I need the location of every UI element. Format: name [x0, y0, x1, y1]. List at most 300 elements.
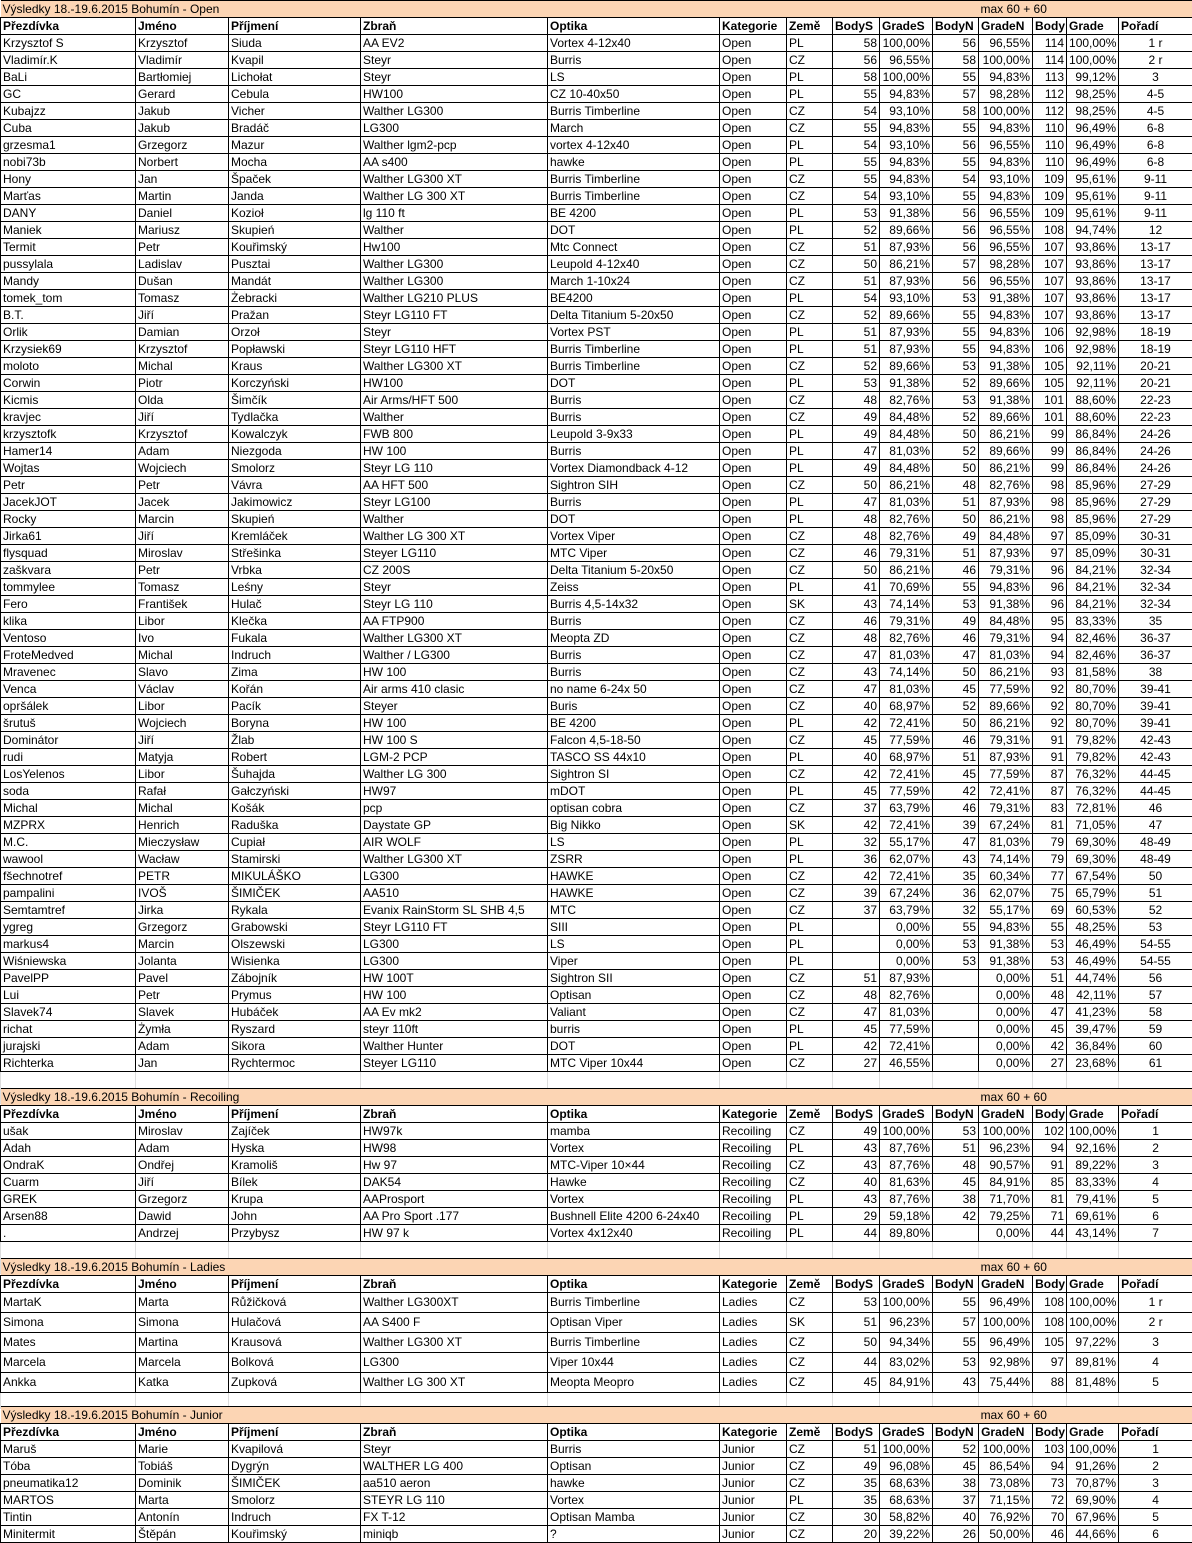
- table-cell: 30: [833, 1509, 880, 1526]
- table-cell: 94,83%: [880, 154, 933, 171]
- table-cell: LG300: [361, 953, 548, 970]
- table-cell: Steyr: [361, 324, 548, 341]
- table-cell: 94,34%: [880, 1333, 933, 1353]
- table-cell: ygreg: [1, 919, 136, 936]
- table-cell: Adah: [1, 1140, 136, 1157]
- table-cell: Junior: [720, 1526, 787, 1543]
- table-cell: Open: [720, 579, 787, 596]
- table-cell: Leśny: [229, 579, 361, 596]
- table-cell: 42-43: [1119, 749, 1192, 766]
- table-cell: 82,46%: [1067, 630, 1119, 647]
- table-cell: 95: [1033, 613, 1067, 630]
- table-cell: Walther Hunter: [361, 1038, 548, 1055]
- table-cell: HW 100: [361, 443, 548, 460]
- table-cell: 107: [1033, 256, 1067, 273]
- header-row: [1, 1106, 1192, 1123]
- table-cell: 109: [1033, 205, 1067, 222]
- table-cell: 59,18%: [880, 1208, 933, 1225]
- table-cell: SIII: [548, 919, 720, 936]
- table-cell: 91,26%: [1067, 1458, 1119, 1475]
- table-cell: PL: [787, 715, 833, 732]
- column-header: Pořadí: [1119, 1106, 1192, 1123]
- table-cell: CZ: [787, 188, 833, 205]
- table-cell: 96,49%: [1067, 154, 1119, 171]
- table-cell: 79,31%: [979, 562, 1033, 579]
- table-cell: 93,86%: [1067, 239, 1119, 256]
- table-cell: 9-11: [1119, 188, 1192, 205]
- table-cell: 71,05%: [1067, 817, 1119, 834]
- table-row: [1, 834, 1192, 851]
- table-cell: Open: [720, 494, 787, 511]
- table-cell: 100,00%: [1067, 1441, 1119, 1458]
- table-cell: 32-34: [1119, 579, 1192, 596]
- table-cell: 36-37: [1119, 647, 1192, 664]
- table-cell: 50: [833, 256, 880, 273]
- table-cell: Walther LG300 XT: [361, 1333, 548, 1353]
- table-cell: 86,21%: [880, 477, 933, 494]
- table-cell: Walther LG300XT: [361, 1293, 548, 1313]
- table-cell: CZ: [787, 103, 833, 120]
- table-cell: 50: [833, 562, 880, 579]
- table-cell: 44: [833, 1225, 880, 1242]
- table-row: [1, 443, 1192, 460]
- table-cell: 35: [833, 1492, 880, 1509]
- table-cell: zaškvara: [1, 562, 136, 579]
- table-row: [1, 1021, 1192, 1038]
- table-cell: 24-26: [1119, 460, 1192, 477]
- table-cell: HW98: [361, 1140, 548, 1157]
- table-cell: DOT: [548, 375, 720, 392]
- table-cell: LS: [548, 834, 720, 851]
- table-cell: 3: [1119, 1333, 1192, 1353]
- table-cell: 50: [933, 511, 979, 528]
- table-cell: 96,23%: [979, 1140, 1033, 1157]
- table-cell: 9-11: [1119, 171, 1192, 188]
- table-cell: Sightron SI: [548, 766, 720, 783]
- table-row: [1, 1313, 1192, 1333]
- table-cell: Libor: [136, 613, 229, 630]
- table-cell: Big Nikko: [548, 817, 720, 834]
- table-cell: FWB 800: [361, 426, 548, 443]
- table-cell: CZ: [787, 1004, 833, 1021]
- column-header: Grade: [1067, 1276, 1119, 1293]
- table-cell: Wojtas: [1, 460, 136, 477]
- table-cell: FroteMedved: [1, 647, 136, 664]
- table-cell: PavelPP: [1, 970, 136, 987]
- table-cell: 87: [1033, 783, 1067, 800]
- table-cell: PL: [787, 375, 833, 392]
- table-cell: wawool: [1, 851, 136, 868]
- table-row: [1, 358, 1192, 375]
- table-cell: PL: [787, 579, 833, 596]
- table-cell: Open: [720, 885, 787, 902]
- table-cell: John: [229, 1208, 361, 1225]
- table-cell: Piotr: [136, 375, 229, 392]
- table-cell: 87,93%: [979, 545, 1033, 562]
- table-cell: 45: [833, 783, 880, 800]
- table-cell: 55: [933, 120, 979, 137]
- table-cell: Michal: [136, 358, 229, 375]
- column-header: Zbraň: [361, 18, 548, 35]
- table-cell: Open: [720, 103, 787, 120]
- table-cell: 99: [1033, 460, 1067, 477]
- table-cell: 70: [1033, 1509, 1067, 1526]
- column-header: GradeS: [880, 1276, 933, 1293]
- table-row: [1, 1055, 1192, 1072]
- table-cell: Ladies: [720, 1353, 787, 1373]
- table-cell: 81,03%: [880, 494, 933, 511]
- table-cell: flysquad: [1, 545, 136, 562]
- table-cell: Prymus: [229, 987, 361, 1004]
- table-cell: 94,83%: [979, 579, 1033, 596]
- table-cell: 42: [1033, 1038, 1067, 1055]
- table-cell: 100,00%: [1067, 1313, 1119, 1333]
- table-cell: 51: [833, 273, 880, 290]
- table-row: [1, 52, 1192, 69]
- table-cell: STEYR LG 110: [361, 1492, 548, 1509]
- table-cell: Open: [720, 851, 787, 868]
- table-cell: 13-17: [1119, 290, 1192, 307]
- table-cell: 72,41%: [880, 1038, 933, 1055]
- column-header: Kategorie: [720, 1106, 787, 1123]
- table-cell: 98: [1033, 477, 1067, 494]
- table-cell: 55: [1033, 919, 1067, 936]
- table-cell: Daniel: [136, 205, 229, 222]
- table-cell: Krzysiek69: [1, 341, 136, 358]
- table-row: [1, 137, 1192, 154]
- table-cell: LGM-2 PCP: [361, 749, 548, 766]
- table-cell: 80,70%: [1067, 681, 1119, 698]
- table-cell: 51: [833, 970, 880, 987]
- table-cell: 55,17%: [880, 834, 933, 851]
- table-cell: 7: [1119, 1225, 1192, 1242]
- table-cell: Open: [720, 443, 787, 460]
- column-header: Body: [1033, 1276, 1067, 1293]
- table-cell: Steyr: [361, 69, 548, 86]
- table-row: [1, 1225, 1192, 1242]
- table-cell: 86,21%: [880, 256, 933, 273]
- table-cell: Evanix RainStorm SL SHB 4,5: [361, 902, 548, 919]
- table-cell: Tintin: [1, 1509, 136, 1526]
- column-header: Optika: [548, 18, 720, 35]
- table-cell: 99: [1033, 443, 1067, 460]
- table-cell: 45: [933, 681, 979, 698]
- table-cell: 100,00%: [880, 1441, 933, 1458]
- table-row: [1, 460, 1192, 477]
- table-cell: Recoiling: [720, 1225, 787, 1242]
- table-cell: 90,57%: [979, 1157, 1033, 1174]
- table-cell: Open: [720, 783, 787, 800]
- table-cell: Petr: [136, 987, 229, 1004]
- table-cell: Walther LG 300 XT: [361, 188, 548, 205]
- table-cell: 44,66%: [1067, 1526, 1119, 1543]
- table-cell: CZ: [787, 358, 833, 375]
- table-row: [1, 120, 1192, 137]
- table-cell: 51: [833, 324, 880, 341]
- table-cell: 81,63%: [880, 1174, 933, 1191]
- table-cell: 2: [1119, 1140, 1192, 1157]
- table-cell: DOT: [548, 511, 720, 528]
- table-cell: 86,54%: [979, 1458, 1033, 1475]
- table-cell: 48: [833, 987, 880, 1004]
- table-cell: Korczyński: [229, 375, 361, 392]
- table-cell: Sikora: [229, 1038, 361, 1055]
- table-cell: 87,76%: [880, 1191, 933, 1208]
- table-cell: HW97k: [361, 1123, 548, 1140]
- table-cell: LG300: [361, 1353, 548, 1373]
- table-cell: 27: [833, 1055, 880, 1072]
- column-header: Jméno: [136, 1106, 229, 1123]
- table-cell: 32-34: [1119, 562, 1192, 579]
- column-header: BodyN: [933, 1106, 979, 1123]
- table-cell: 79,82%: [1067, 749, 1119, 766]
- table-cell: 5: [1119, 1191, 1192, 1208]
- table-cell: Klečka: [229, 613, 361, 630]
- table-cell: DAK54: [361, 1174, 548, 1191]
- table-cell: 88,60%: [1067, 409, 1119, 426]
- table-cell: 91,38%: [979, 290, 1033, 307]
- table-cell: Ladies: [720, 1313, 787, 1333]
- table-cell: 40: [933, 1509, 979, 1526]
- table-row: [1, 1123, 1192, 1140]
- table-cell: 94,83%: [880, 120, 933, 137]
- table-cell: ?: [548, 1526, 720, 1543]
- table-cell: 44,74%: [1067, 970, 1119, 987]
- table-cell: Optisan: [548, 1458, 720, 1475]
- table-cell: 99: [1033, 426, 1067, 443]
- table-cell: Mandy: [1, 273, 136, 290]
- table-cell: Lui: [1, 987, 136, 1004]
- table-cell: 103: [1033, 1441, 1067, 1458]
- table-cell: PL: [787, 494, 833, 511]
- table-cell: 79,31%: [880, 613, 933, 630]
- table-cell: 47: [833, 494, 880, 511]
- table-row: [1, 392, 1192, 409]
- table-cell: 53: [933, 290, 979, 307]
- table-cell: 53: [933, 1353, 979, 1373]
- table-cell: 107: [1033, 290, 1067, 307]
- table-cell: CZ: [787, 885, 833, 902]
- table-cell: Open: [720, 511, 787, 528]
- table-cell: 86,21%: [979, 664, 1033, 681]
- table-cell: Arsen88: [1, 1208, 136, 1225]
- table-cell: PL: [787, 851, 833, 868]
- table-cell: 81,03%: [880, 1004, 933, 1021]
- table-cell: Daystate GP: [361, 817, 548, 834]
- table-cell: 86,21%: [880, 562, 933, 579]
- table-row: [1, 1038, 1192, 1055]
- table-cell: 69,30%: [1067, 851, 1119, 868]
- table-cell: CZ: [787, 52, 833, 69]
- table-cell: Michal: [136, 800, 229, 817]
- table-cell: 49: [933, 528, 979, 545]
- table-cell: LG300: [361, 936, 548, 953]
- table-cell: 96,23%: [880, 1313, 933, 1333]
- table-cell: 72,41%: [880, 868, 933, 885]
- section-max-score: max 60 + 60: [979, 1407, 1192, 1424]
- table-cell: Marcin: [136, 511, 229, 528]
- column-header: Grade: [1067, 18, 1119, 35]
- table-cell: Miroslav: [136, 545, 229, 562]
- table-row: [1, 511, 1192, 528]
- table-cell: 57: [933, 1313, 979, 1333]
- table-cell: Open: [720, 749, 787, 766]
- table-cell: Ladislav: [136, 256, 229, 273]
- table-cell: 54: [833, 103, 880, 120]
- table-cell: Ladies: [720, 1373, 787, 1393]
- table-row: [1, 426, 1192, 443]
- table-cell: 71,15%: [979, 1492, 1033, 1509]
- table-cell: Junior: [720, 1492, 787, 1509]
- table-row: [1, 868, 1192, 885]
- table-cell: 96,55%: [979, 273, 1033, 290]
- table-cell: Hulačová: [229, 1313, 361, 1333]
- table-cell: 47: [1119, 817, 1192, 834]
- table-cell: 55,17%: [979, 902, 1033, 919]
- table-cell: 3: [1119, 1475, 1192, 1492]
- table-cell: PL: [787, 1038, 833, 1055]
- table-cell: Jiří: [136, 1174, 229, 1191]
- table-cell: 30-31: [1119, 545, 1192, 562]
- table-cell: March 1-10x24: [548, 273, 720, 290]
- table-cell: PL: [787, 426, 833, 443]
- table-cell: CZ: [787, 987, 833, 1004]
- table-cell: Air Arms/HFT 500: [361, 392, 548, 409]
- table-cell: Simona: [136, 1313, 229, 1333]
- table-cell: HW 100: [361, 664, 548, 681]
- table-cell: CZ: [787, 307, 833, 324]
- table-cell: 60,34%: [979, 868, 1033, 885]
- column-header: BodyS: [833, 1276, 880, 1293]
- table-cell: Kicmis: [1, 392, 136, 409]
- table-cell: 92: [1033, 698, 1067, 715]
- table-cell: 4-5: [1119, 103, 1192, 120]
- table-cell: Burris Timberline: [548, 1333, 720, 1353]
- table-row: [1, 596, 1192, 613]
- table-cell: Jiří: [136, 409, 229, 426]
- table-cell: PL: [787, 783, 833, 800]
- table-cell: Burris Timberline: [548, 188, 720, 205]
- table-cell: 56: [933, 137, 979, 154]
- table-cell: 77,59%: [979, 766, 1033, 783]
- column-header: Zbraň: [361, 1106, 548, 1123]
- table-cell: 45: [933, 1174, 979, 1191]
- table-cell: 52: [933, 375, 979, 392]
- table-cell: PL: [787, 834, 833, 851]
- table-cell: MTC Viper 10x44: [548, 1055, 720, 1072]
- table-cell: 56: [933, 205, 979, 222]
- table-cell: Optisan: [548, 987, 720, 1004]
- table-cell: SK: [787, 817, 833, 834]
- table-cell: Petr: [1, 477, 136, 494]
- table-cell: 94,83%: [880, 86, 933, 103]
- table-cell: 56: [1119, 970, 1192, 987]
- table-cell: 46: [833, 545, 880, 562]
- table-cell: Open: [720, 970, 787, 987]
- column-header: BodyN: [933, 1276, 979, 1293]
- table-cell: Kraus: [229, 358, 361, 375]
- table-cell: Jakub: [136, 103, 229, 120]
- table-cell: MZPRX: [1, 817, 136, 834]
- table-cell: 81,03%: [880, 681, 933, 698]
- table-cell: GC: [1, 86, 136, 103]
- table-cell: mamba: [548, 1123, 720, 1140]
- table-cell: 26: [933, 1526, 979, 1543]
- table-cell: CZ: [787, 239, 833, 256]
- table-cell: Krzysztof: [136, 341, 229, 358]
- table-cell: 53: [833, 375, 880, 392]
- table-cell: 5: [1119, 1509, 1192, 1526]
- table-cell: 55: [933, 1333, 979, 1353]
- table-cell: Indruch: [229, 1509, 361, 1526]
- table-cell: B.T.: [1, 307, 136, 324]
- table-cell: Open: [720, 290, 787, 307]
- table-cell: 70,69%: [880, 579, 933, 596]
- table-cell: Mocha: [229, 154, 361, 171]
- table-cell: Vrbka: [229, 562, 361, 579]
- table-cell: 109: [1033, 188, 1067, 205]
- header-row: [1, 1276, 1192, 1293]
- table-cell: 48-49: [1119, 851, 1192, 868]
- table-cell: 20-21: [1119, 375, 1192, 392]
- table-cell: HW100: [361, 375, 548, 392]
- table-cell: Wacław: [136, 851, 229, 868]
- table-cell: Open: [720, 562, 787, 579]
- table-cell: Open: [720, 817, 787, 834]
- table-row: [1, 919, 1192, 936]
- table-cell: 35: [833, 1475, 880, 1492]
- table-cell: 55: [833, 154, 880, 171]
- table-cell: 100,00%: [1067, 1293, 1119, 1313]
- table-cell: 87,93%: [979, 494, 1033, 511]
- table-cell: Hony: [1, 171, 136, 188]
- table-cell: 42: [933, 783, 979, 800]
- table-cell: 42: [833, 715, 880, 732]
- table-cell: Slavek: [136, 1004, 229, 1021]
- table-cell: HW100: [361, 86, 548, 103]
- table-cell: 93,10%: [880, 103, 933, 120]
- table-cell: AAProsport: [361, 1191, 548, 1208]
- table-cell: [833, 919, 880, 936]
- table-cell: Steyr: [361, 52, 548, 69]
- table-cell: CZ: [787, 732, 833, 749]
- table-cell: 58: [933, 52, 979, 69]
- table-cell: Rychtermoc: [229, 1055, 361, 1072]
- table-cell: Ondřej: [136, 1157, 229, 1174]
- table-cell: Slavo: [136, 664, 229, 681]
- table-cell: 89,66%: [979, 375, 1033, 392]
- table-cell: 96: [1033, 562, 1067, 579]
- table-cell: CZ: [787, 1509, 833, 1526]
- table-cell: Open: [720, 188, 787, 205]
- table-cell: 53: [1033, 953, 1067, 970]
- table-cell: Steyr LG 110: [361, 596, 548, 613]
- table-cell: 82,76%: [880, 528, 933, 545]
- table-cell: Vortex Viper: [548, 528, 720, 545]
- table-cell: 50: [933, 715, 979, 732]
- table-cell: CZ: [787, 409, 833, 426]
- table-cell: 85,09%: [1067, 545, 1119, 562]
- table-cell: 92: [1033, 715, 1067, 732]
- table-cell: HW 100 S: [361, 732, 548, 749]
- table-cell: Zima: [229, 664, 361, 681]
- table-cell: mDOT: [548, 783, 720, 800]
- table-cell: 85,09%: [1067, 528, 1119, 545]
- table-cell: 40: [833, 749, 880, 766]
- table-cell: 101: [1033, 392, 1067, 409]
- table-cell: Petr: [136, 239, 229, 256]
- table-cell: 45: [833, 1373, 880, 1393]
